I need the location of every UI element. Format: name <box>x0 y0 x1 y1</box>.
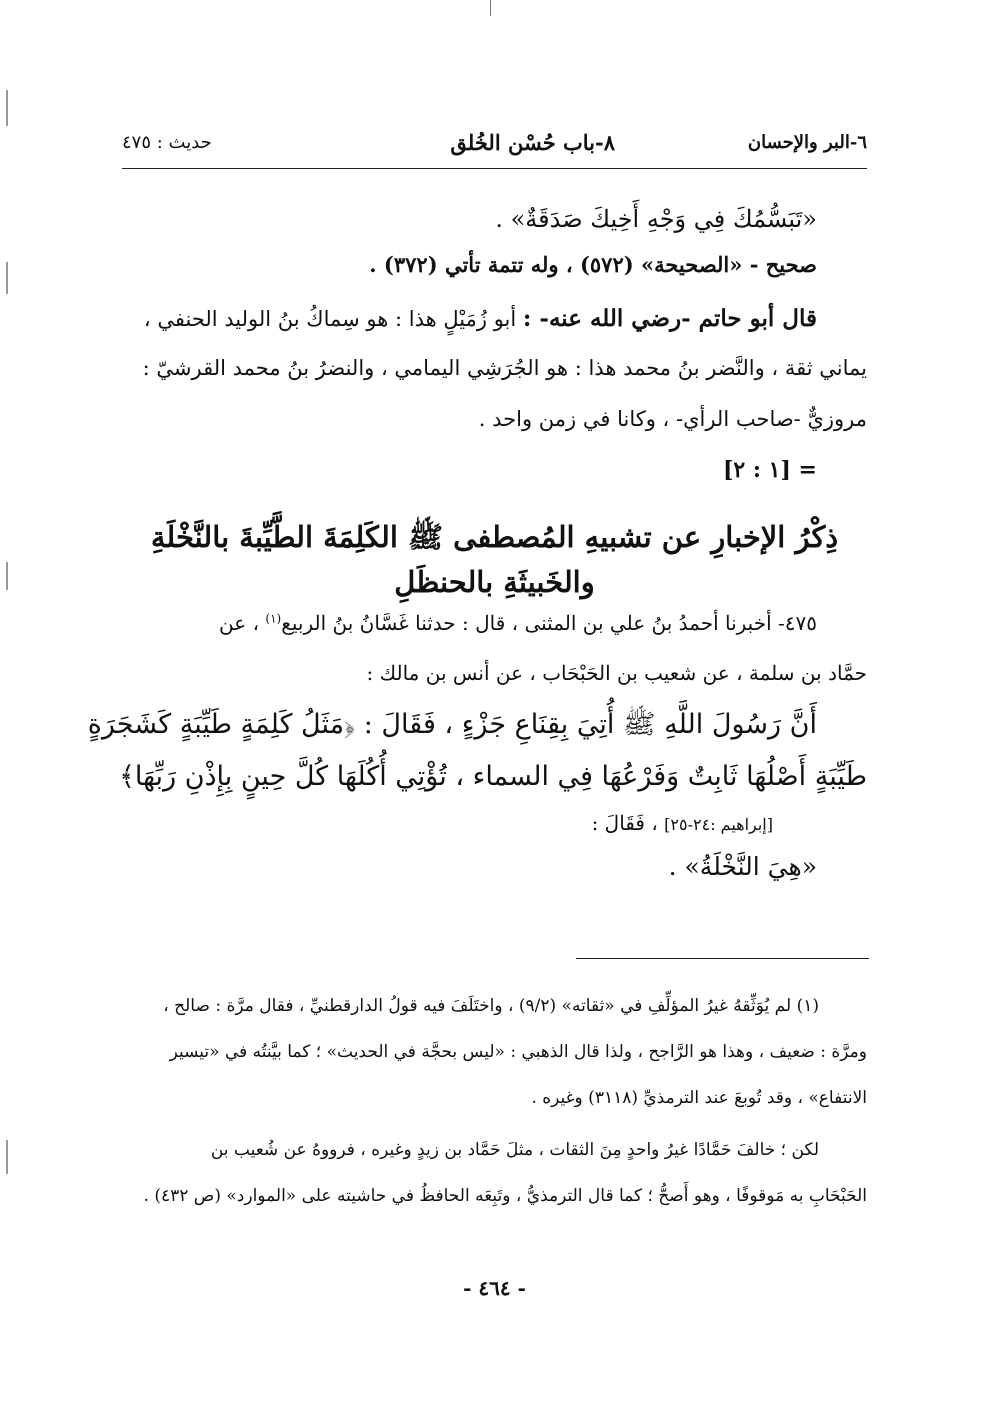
footnotes <box>122 996 867 1232</box>
commentary-lead: قال أبو حاتم -رضي الله عنه- : <box>522 305 817 332</box>
page-number: - ٤٦٤ - <box>463 1276 526 1300</box>
book-title: ٦-البر والإحسان <box>747 132 867 153</box>
running-header <box>122 126 867 164</box>
section-heading-line: ذِكْرُ الإخبارِ عن تشبيهِ المُصطفى ﷺ الكَلِمَةَ الطَّيِّبةَ بالنَّخْلَةِ <box>150 520 839 554</box>
footnote-line: ومرَّة : ضعيف ، وهذا هو الرَّاجح ، ولذا قال الذهبي : «ليس بحجَّة في الحديث» ؛ كما بيَّنتُه في «تيسير <box>169 1042 867 1062</box>
hadith-reference: حديث : ٤٧٥ <box>122 132 212 153</box>
isnad-line: حمَّاد بن سلمة ، عن شعيب بن الحَبْحَاب ، عن أنس بن مالك : <box>366 660 867 685</box>
quran-citation: [إبراهيم :٢٤-٢٥] <box>664 814 773 834</box>
scan-edge-mark <box>6 90 8 126</box>
crop-mark <box>490 0 491 16</box>
citation-line <box>122 809 867 849</box>
section-reference: = [١ : ٢] <box>722 457 817 483</box>
commentary-line <box>122 302 867 353</box>
isnad-text: ٤٧٥- أخبرنا أحمدُ بنُ علي بن المثنى ، قال : حدثنا غَسَّانُ بنُ الربيع <box>281 610 817 635</box>
section-heading <box>122 515 867 605</box>
footnote-divider <box>576 958 869 959</box>
footnote-line: (١) لم يُوَثِّقهُ غيرُ المؤلِّفِ في «ثقاته» (٩/٢) ، واختَلَفَ فيه قولُ الدارقطنيِّ ، فقال مرَّة : صالح ، <box>163 996 819 1016</box>
footnote-line: الانتفاع» ، وقد تُوبعَ عند الترمذيِّ (٣١١٨) وغيره . <box>531 1088 867 1108</box>
header-divider <box>122 168 867 169</box>
matn-line: أَنَّ رَسُولَ اللَّهِ ﷺ أُتِيَ بِقِنَاعِ جَزْءٍ ، فَقَالَ : ﴿مَثَلُ كَلِمَةٍ طَيِّبَةٍ كَشَجَرَةٍ <box>87 708 817 740</box>
section-heading-line: والخَبيثَةِ بالحنظَلِ <box>394 564 595 599</box>
answer-line: «هِيَ النَّخْلَةُ» . <box>668 851 817 881</box>
main-text <box>87 202 867 893</box>
commentary-line: مروزيٌّ -صاحب الرأي- ، وكانا في زمن واحد . <box>478 407 867 431</box>
scan-edge-mark <box>6 1140 8 1174</box>
isnad-line <box>122 609 867 659</box>
hadith-quote: «تَبَسُّمُكَ فِي وَجْهِ أَخِيكَ صَدَقَةٌ» . <box>495 205 817 233</box>
scan-edge-mark <box>6 262 8 294</box>
citation-continuation: ، فَقَالَ : <box>591 810 658 835</box>
chapter-title: ٨-باب حُسْن الخُلق <box>450 130 615 155</box>
scan-edge-mark <box>6 562 8 590</box>
isnad-text: ، عن <box>219 610 260 635</box>
matn-line: طَيِّبَةٍ أَصْلُهَا ثَابِتٌ وَفَرْعُهَا فِي السماء ، تُؤْتِي أُكُلَهَا كُلَّ حِينٍ بِإِذْنِ رَبِّهَا﴾ <box>119 760 867 792</box>
footnote-line: لكن ؛ خالفَ حَمَّادًا غيرُ واحدٍ مِنَ الثقات ، مثلَ حَمَّاد بن زيدٍ وغيره ، فرووهُ عن شُعيب بن <box>210 1140 819 1160</box>
footnote-line: الحَبْحَابِ به مَوقوفًا ، وهو أَصحُّ ؛ كما قال الترمذيُّ ، وتَبِعَه الحافظُ في حاشيته على «الموارد» (ص ٤٣٢) . <box>143 1186 867 1206</box>
footnote-marker: (١) <box>265 611 282 626</box>
commentary-text: أبو زُمَيْلٍ هذا : هو سِماكُ بنُ الوليد الحنفي ، <box>143 307 517 331</box>
grading-line: صحيح - «الصحيحة» (٥٧٢) ، وله تتمة تأتي (٣٧٢) . <box>369 252 817 277</box>
commentary-line: يماني ثقة ، والنَّضر بنُ محمد هذا : هو الجُرَشِي اليمامي ، والنضرُ بنُ محمد القرشيّ : <box>142 356 867 380</box>
